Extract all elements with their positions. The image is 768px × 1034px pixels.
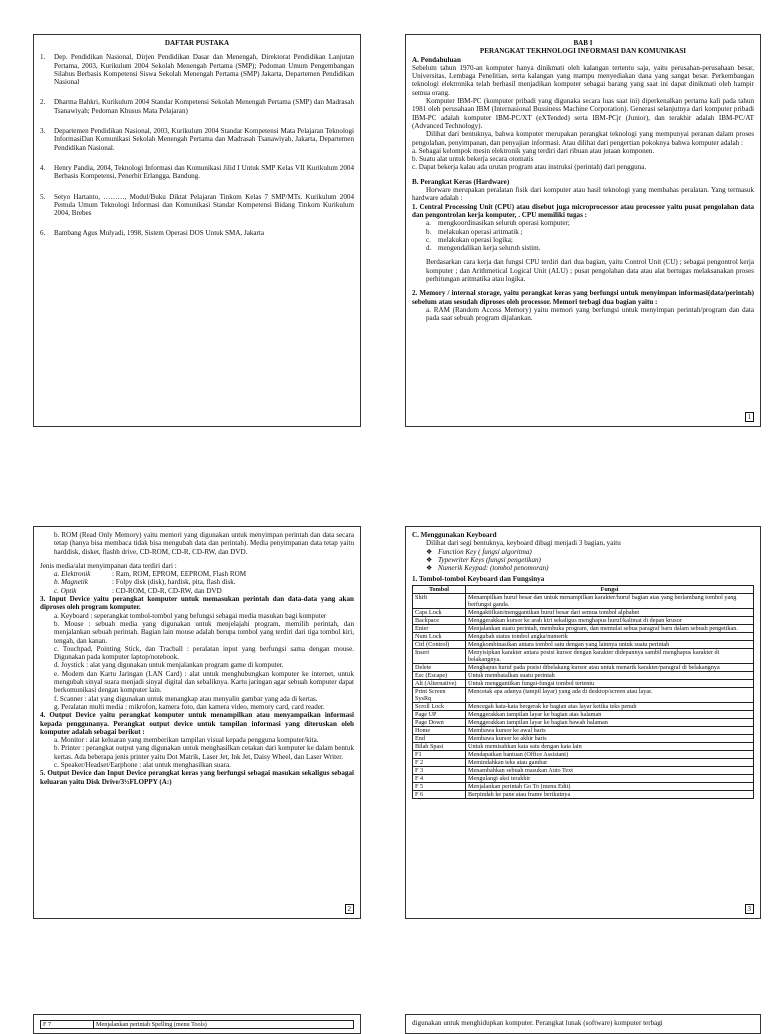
function-cell: Mengulangi aksi terakhir (466, 774, 754, 782)
list-item: a. Elektronik : Ram, ROM, EPROM, EEPROM, Flash ROM (54, 570, 247, 579)
key-cell: End (413, 734, 466, 742)
paragraph: Sebelum tahun 1970-an komputer hanya dinikmati oleh kalangan tertentu saja, yaitu perusahan-perusahaan besar, Universitas, Lembaga Penelitian, serta kalangan yang mampu menyediakan dana yang sangat besar. Perkembangan teknologi elektronika telah berhasil menjadikan komputer sebagai barang yang saat ini dapat dinikmati oleh hampir semua orang. (412, 63, 754, 97)
cpu-task-list (412, 219, 754, 252)
cpu-heading: 1. Central Processing Unit (CPU) atau disebut juga microprocessor atau processor yaitu pusat pengolahan data dan pengontrolan kerja komputer, . CPU memiliki tugas : (412, 202, 754, 219)
paragraph: b. ROM (Read Only Memory) yaitu memori yang digunakan untuk menyimpan perintah dan data secara tetap (hanya bisa membaca tidak bisa mengubah data dan perintah). Media penyimpanan data tetap yaitu harddisk, disket, flashh drive, CD-ROM, CD-R, CD-RW, dan DVD. (54, 531, 354, 556)
diamond-bullet-icon: ❖ (426, 547, 433, 556)
paragraph: Dilihat dari bentuknya, bahwa komputer merupakan perangkat teknologi yang mempunyai peranan dalam proses pengolahan, penyimpanan, dan penyajian informasi. Atau dilihat dari pengertian pokoknya bahwa komputer adalah : (412, 130, 754, 147)
list-item: ❖ Function Key ( fungsi algoritma) (426, 547, 532, 556)
list-item: a. mengkoordinasikan seluruh operasi komputer; (426, 219, 570, 228)
list-item: c. Speaker/Headset/Earphone : alat untuk menghasilkan suara. (54, 761, 231, 770)
function-cell: Menjalankan perintah Go To (menu Edit) (466, 782, 754, 790)
page-partial-left (33, 1014, 361, 1034)
list-item: b. Mouse : sebuah media yang digunakan untuk menjelajahi program, memilih perintah, dan menjalankan sebuah perintah. Bagian lain mouse adalah berupa tombol yang terdiri dari tiga tombol kiri, tengah, dan kanan. (54, 619, 354, 645)
list-item: ❖ Numerik Keypad: (tombol penomoran) (426, 564, 549, 573)
table-row (413, 702, 754, 710)
list-item: c. Dapat bekerja kalau ada urutan program atau instruksi (perintah) dari pengguna. (412, 163, 647, 172)
list-item: c. Touchpad, Pointing Stick, dan Tracball : peralatan input yang berfungsi sama dengan mouse. Digunakan pada komputer laptop/notebook. (54, 644, 354, 662)
key-cell: Caps Lock (413, 608, 466, 616)
memory-heading: 2. Memory / internal storage, yaitu perangkat keras yang berfungsi untuk menyimpan informasi(data/perintah) sebelum atau sesudah diproses oleh processor. Memori terbagi dua bagian yaitu : (412, 289, 754, 306)
paragraph: digunakan untuk menghidupkan komputer. Perangkat lunak (software) komputer terbagi (412, 1019, 663, 1027)
function-cell: Memindahkan teks atau gambar (466, 758, 754, 766)
function-cell: Menampilkan huruf besar dan untuk menampilkan karakter/huruf bagian atas yang berlambang tombol yang berfungsi ganda. (466, 593, 754, 608)
function-cell: Untuk memisahkan kata satu dengan kata lain (466, 742, 754, 750)
table-row (413, 679, 754, 687)
diamond-bullet-icon: ❖ (426, 564, 433, 573)
function-cell: Untuk menggantikan fungsi-fungsi tombol tertentu (466, 679, 754, 687)
page-title: DAFTAR PUSTAKA (164, 39, 230, 47)
page-keyboard (405, 526, 761, 919)
list-item: b. Suatu alat untuk bekerja secara otomatis (412, 155, 534, 164)
table-row (413, 687, 754, 702)
list-item: b. Printer : perangkat output yang digunakan untuk menghasilkan cetakan dari komputer ke dalam bentuk kertas. Ada beberapa jenis printer yaitu Dot Matrik, Laser Jet, Ink Jet, Daisy Wheel, dan Laser Writer. (54, 744, 354, 761)
table-row (41, 1021, 354, 1029)
function-cell: Membawa kursor ke awal baris (466, 726, 754, 734)
paragraph: Berdasarkan cara kerja dan fungsi CPU terdiri dari dua bagian, yaitu Control Unit (CU) ; sebagai pengontrol kerja komputer ; dan Arithmetical Logical Unit (ALU) ; pusat pengolahan data atau alat bertugas melaksanakan proses perhitungan aritmatika atau logika. (426, 258, 754, 284)
reference-item: 5. Setyo Hartanto, ………, Modul/Buku Diktat Pelajaran Tinkom Kelas 7 SMP/MTs. Kurikulum 2004 Pemula Umum Teknologi Informasi dan Komunikasi Standar Kompetensi Bidang Tinkom Kurikulum 2004, Brebes (40, 192, 354, 218)
chapter-title: PERANGKAT TEKHNOLOGI INFORMASI DAN KOMUNIKASI (479, 47, 687, 56)
list-item: a. RAM (Random Access Memory) yaitu memori yang berfungsi untuk menyimpan perintah/program dan data pada saat sebuah program dijalankan. (426, 305, 754, 323)
table-row (413, 648, 754, 663)
list-item: b. melakukan operasi aritmatik ; (426, 227, 523, 236)
page-number: 3 (745, 904, 755, 914)
table-row (413, 726, 754, 734)
reference-item: 1. Dep. Pendidikan Nasional, Dirjen Pendidikan Dasar dan Menengah, Direktorat Pendidikan Lanjutan Pertama, 2003, Kurikulum 2004 Sekolah Menengah Pertama (SMP); Pedoman Umum Pengembangan Silabus Berbasis Kompetensi Siswa Sekolah Menengah Pertama (SMP) Jakarta, Departemen Pendidikan Nasional (40, 53, 354, 87)
table-row (413, 663, 754, 671)
key-cell: Page Down (413, 718, 466, 726)
function-cell: Menggerakkan tampilan layar ke bagian atas halaman (466, 710, 754, 718)
key-cell: Insert (413, 648, 466, 663)
list-item: c. melakukan operasi logika; (426, 235, 513, 244)
paragraph: Komputer IBM-PC (komputer pribadi yang digunaka secara luas saat ini) diperkenalkan pertama kali pada tahun 1981 oleh perusahaan IBM (Internasional Bussiness Machine Corporation). Generasi selanjutnya dari komputer pribadi IBM-PC adalah komputer IBM-PC/XT (eXTended) serta IBM-PCjr (Junior), dan terakhir adalah IBM-PC/AT (Advanced Technology). (412, 97, 754, 130)
list-item: g. Peralatan multi media : mikrofon, kamera foto, dan kamera video, memory card, card reader. (54, 702, 325, 711)
reference-list (40, 53, 354, 237)
key-cell: F 4 (413, 774, 466, 782)
function-cell: Menghapus huruf pada posisi dibelakang kursor atau untuk menarik karakter/paragraf di belakangnya (466, 663, 754, 671)
key-cell: Alt (Alternative) (413, 679, 466, 687)
section-heading: C. Menggunakan Keyboard (412, 531, 497, 539)
list-item: d. mengendalikan kerja seluruh sistim. (426, 244, 541, 253)
function-cell: Mengubah status tombol angka/numerik (466, 632, 754, 640)
paragraph: Jenis media/alat menyimpanan data terdiri dari : (40, 561, 177, 570)
key-cell: Page UP (413, 710, 466, 718)
section-heading: A. Pendahuluan (412, 55, 461, 64)
reference-item: 6. Bambang Agus Mulyadi, 1998, Sistem Operasi DOS Untuk SMA, Jakarta (40, 229, 265, 238)
table-row (413, 790, 754, 798)
key-cell: Shift (413, 593, 466, 608)
list-item: a. Sebagai kelompok mesin elektronik yang terdiri dari ribuan atau jutaan komponen. (412, 146, 655, 155)
table-row (413, 640, 754, 648)
function-cell: Mendapatkan bantuan (Office Assistant) (466, 750, 754, 758)
key-cell: Home (413, 726, 466, 734)
column-header: Fungsi (466, 585, 754, 593)
table-row (413, 734, 754, 742)
function-cell: Menggerakkan tampilan layar ke bagian bawah halaman (466, 718, 754, 726)
function-cell: Untuk membatalkan suatu perintah (466, 671, 754, 679)
table-heading: 1. Tombol-tombol Keyboard dan Fungsinya (412, 575, 545, 584)
key-cell: F 7 (41, 1021, 94, 1029)
page-number: 1 (745, 412, 755, 422)
function-cell: Mengkombinasikan antara tombol satu dengan yang lainnya untuk suatu perintah (466, 640, 754, 648)
function-cell: Berpindah ke pane atau frame berikutnya (466, 790, 754, 798)
function-cell: Mencegah kata-kata bergerak ke bagian atas layar ketika teks penuh (466, 702, 754, 710)
key-cell: Num Lock (413, 632, 466, 640)
reference-item: 2. Dharma Bahkri, Kurikulum 2004 Standar Kompetensi Sekolah Menengah Pertama (SMP) dan Madrasah Tsanawiyah; Pedoman Khusus Mata Pelajaran) (40, 98, 354, 115)
table-row (413, 774, 754, 782)
page-daftar-pustaka (33, 34, 361, 427)
paragraph: Dilihat dari segi bentuknya, keyboard dibagi menjadi 3 bagian, yaitu (426, 539, 621, 548)
key-cell: Scroll Lock (413, 702, 466, 710)
key-cell: Esc (Escape) (413, 671, 466, 679)
list-item: d. Joystick : alat yang digunakan untuk menjalankan program game di komputer. (54, 661, 284, 670)
input-heading: 3. Input Device yaitu perangkat komputer untuk memasukan perintah dan data-data yang akan diproses oleh program komputer. (40, 595, 354, 612)
input-device-list (40, 612, 354, 712)
keyboard-table-continued (40, 1020, 354, 1029)
function-cell: Menjalankan suatu perintah, membuka program, dan memulai sebua paragraf baru dalam sebuah pengetikan. (466, 624, 754, 632)
table-row (413, 671, 754, 679)
key-cell: Ctrl (Control) (413, 640, 466, 648)
io-heading: 5. Output Device dan Input Device perangkat keras yang berfungsi sebagai masukan sekaligus sebagai keluaran yaitu Disk Drive/3½FLOPPY (A:) (40, 769, 354, 786)
key-cell: Enter (413, 624, 466, 632)
page-number: 2 (345, 904, 355, 914)
table-row (413, 766, 754, 774)
table-row (413, 632, 754, 640)
list-item: e. Modem dan Kartu Jaringan (LAN Card) : alat untuk menghubungkan komputer ke internet, untuk mengubah sinyal suara menjadi sinyal digital dan sebaliknya. Kartu jaringan agar sebuah komputer dapat berkomunikasi dengan komputer lain. (54, 669, 354, 695)
list-item: b. Magnetik : Folpy disk (disk), hardisk, pita, flash disk. (54, 578, 236, 587)
page-bab-1 (405, 34, 761, 427)
table-row (413, 742, 754, 750)
table-header-row (413, 585, 754, 593)
table-row (413, 758, 754, 766)
table-body (413, 593, 754, 798)
key-cell: Backpace (413, 616, 466, 624)
reference-item: 4. Henry Pandia, 2004, Teknologi Informasi dan Komunikasi Jilid I Untuk SMP Kelas VII Kurikulum 2004 Berbasis Kompetensi, Penerbit Erlangga, Bandung. (40, 163, 354, 181)
column-header: Tombol (413, 585, 466, 593)
chapter-label: BAB I (573, 39, 593, 47)
list-item: c. Optik : CD-ROM, CD-R, CD-RW, dan DVD (54, 586, 222, 595)
key-cell: Bilah Spasi (413, 742, 466, 750)
function-cell: Menggerakkan kursor ke arah kiri sekaligus menghapus huruf/kalimat di depan krusor (466, 616, 754, 624)
function-cell: Menyisipkan karakter antara posisi kursor dengan karakter didepannya sambil menghapus karakter di belakangnya. (466, 648, 754, 663)
function-cell: Menambahkan sebuah masukan Auto Text (466, 766, 754, 774)
key-cell: F 5 (413, 782, 466, 790)
table-row (413, 710, 754, 718)
key-cell: Delete (413, 663, 466, 671)
key-cell: F1 (413, 750, 466, 758)
table-row (413, 750, 754, 758)
page-hardware-continued (33, 526, 361, 919)
output-device-list (40, 736, 354, 769)
key-cell: F 6 (413, 790, 466, 798)
function-cell: Mengaktifkan/menggantikan huruf besar dari semua tombol alphabet (466, 608, 754, 616)
table-row (413, 782, 754, 790)
reference-item: 3. Departemen Pendidikan Nasional, 2003, Kurikulum 2004 Standar Kompetensi Mata Pelajaran Teknologi InformasiDan Komunikasi Sekolah Menengah Pertama dan Madrasah Tsanawiyah, Jakarta, Departemen Pendidikan Nasional. (40, 127, 354, 152)
output-heading: 4. Output Device yaitu perangkat komputer untuk menampilkan atau menyampaikan informasi kepada penggunanya. Perangkat output device untuk tampilan informasi yang diteruskan oleh komputer adalah sebagai berikut : (40, 711, 354, 736)
key-cell: Print Screen SysRq (413, 687, 466, 702)
list-item: a. Monitor : alat keluaran yang memberikan tampilan visual kepada pengguna komputer/kita. (54, 736, 319, 745)
table-row (413, 718, 754, 726)
paragraph: Horware merupakan peralatan fisik dari komputer atau hasil teknologi yang membahas peralatan. Yang termasuk hardware adalah : (412, 186, 754, 203)
page-partial-right (405, 1014, 761, 1034)
list-item: f. Scanner : alat yang digunakan untuk menangkap atau menyalin gambar yang ada di kertas. (54, 694, 318, 703)
diamond-bullet-icon: ❖ (426, 555, 433, 564)
list-item: a. Keyboard : seperangkat tombol-tombol yang befungsi sebagai media masukan bagi komputer (54, 611, 327, 620)
function-cell: Membawa kursor ke akhir baris (466, 734, 754, 742)
key-cell: F 3 (413, 766, 466, 774)
table-row (413, 616, 754, 624)
table-row (413, 624, 754, 632)
keyboard-table (412, 585, 754, 799)
section-heading: B. Perangkat Keras (Hardware) (412, 177, 510, 186)
media-list (40, 570, 354, 595)
function-cell: Menjalankan perintah Spelling (menu Tools) (94, 1021, 354, 1029)
keyboard-parts-list (412, 548, 754, 573)
list-item: ❖ Typewriter Keys (fungsi pengetikan) (426, 555, 541, 564)
key-cell: F 2 (413, 758, 466, 766)
table-row (413, 608, 754, 616)
table-row (413, 593, 754, 608)
function-cell: Mencetak apa adanya (tampil layar) yang ada di desktop/screen atau layar. (466, 687, 754, 702)
